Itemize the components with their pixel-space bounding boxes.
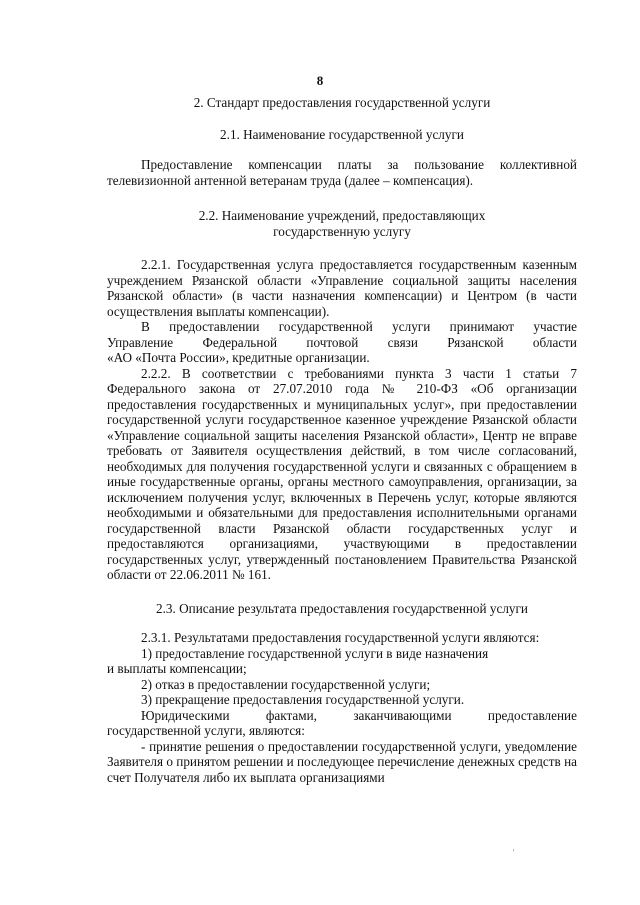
legal-facts-end: государственной услуги, являются: (107, 723, 305, 738)
section-2-2-title-line1: 2.2. Наименование учреждений, предоставляющих (198, 208, 486, 223)
legal-facts-word: Юридическими (141, 707, 230, 723)
paragraph-2-2-1-participants-start: В предоставлении государственной услуги принимают участие (141, 319, 577, 334)
result-item-1-line1: 1) предоставление государственной услуги в виде назначения (141, 645, 489, 661)
participants-end: «АО «Почта России», кредитные организации. (107, 350, 370, 365)
scan-speck: ⸒ (512, 841, 516, 852)
participants-word: Управление (107, 334, 174, 350)
section-2-title: 2. Стандарт предоставления государственной услуги (193, 95, 491, 110)
legal-facts-word: предоставление (487, 707, 577, 723)
legal-fact-bullet: - принятие решения о предоставлении государственной услуги, уведомление Заявителя о принятом решении и последующее перечисление денежных средств на счет Получателя либо их выплата организациями (107, 738, 577, 785)
legal-facts-word: фактами, (265, 707, 317, 723)
participants-word: Рязанской (447, 334, 504, 350)
legal-facts-word: заканчивающими (353, 707, 452, 723)
section-2-2-title-line2: государственную услугу (273, 223, 411, 239)
document-body (107, 95, 577, 785)
participants-word: Федеральной (202, 334, 278, 350)
participants-word: области (532, 334, 577, 350)
section-2-1-text: Предоставление компенсации платы за пользование коллективной телевизионной антенной ветеранам труда (далее – компенсация). (107, 157, 577, 188)
result-item-1-line2: и выплаты компенсации; (107, 661, 247, 676)
participants-line (107, 335, 577, 351)
participants-word: связи (387, 334, 418, 350)
paragraph-2-2-2: 2.2.2. В соответствии с требованиями пункта 3 части 1 статьи 7 Федерального закона от 27.07.2010 года № 210-ФЗ «Об организации предоставления государственных и муниципальных услуг», при предоставлении государственной услуги государственное казенное учреждение Рязанской области «Управление социальной защиты населения Рязанской области», Центр не вправе требовать от Заявителя осуществления действий, в том числе согласований, необходимых для получения государственной услуги и связанных с обращением в иные государственные органы, органы местного самоуправления, организации, за исключением получения услуг, включенных в Перечень услуг, которые являются необходимыми и обязательными для предоставления исполнительными органами государственной власти Рязанской области государственных услуг и предоставляются организациями, участвующими в предоставлении государственных услуг, утвержденный постановлением Правительства Рязанской области от 22.06.2011 № 161. (107, 365, 577, 582)
page-number: 8 (316, 73, 324, 88)
paragraph-2-3-1-intro: 2.3.1. Результатами предоставления государственной услуги являются: (141, 630, 540, 645)
paragraph-2-2-1: 2.2.1. Государственная услуга предоставляется государственным казенным учреждением Рязанской области «Управление социальной защиты населения Рязанской области» (в части назначения компенсации) и Центром (в части осуществления выплаты компенсации). (107, 257, 577, 319)
participants-word: почтовой (306, 334, 359, 350)
legal-facts-line (107, 708, 577, 724)
result-item-2: 2) отказ в предоставлении государственной услуги; (141, 676, 431, 692)
result-item-3: 3) прекращение предоставления государственной услуги. (141, 692, 465, 707)
section-2-1-title: 2.1. Наименование государственной услуги (220, 126, 464, 142)
section-2-3-title: 2.3. Описание результата предоставления государственной услуги (156, 600, 528, 616)
